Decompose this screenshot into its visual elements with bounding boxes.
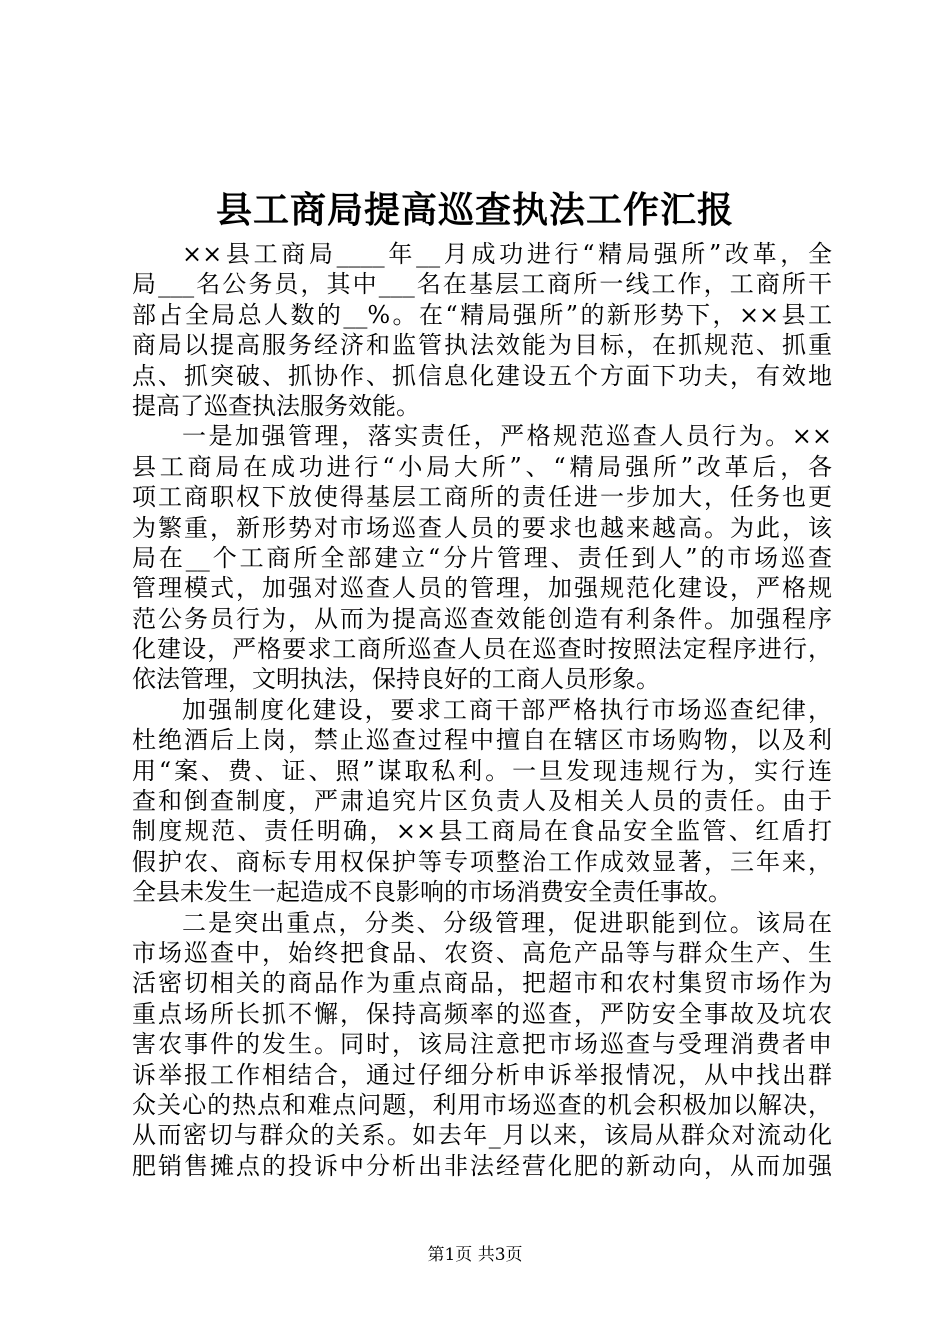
paragraph-2-line-3: 项工商职权下放使得基层工商所的责任进一步加大，任务也更: [132, 483, 832, 512]
paragraph-3-line-4: 查和倒查制度，严肃追究片区负责人及相关人员的责任。由于: [132, 787, 832, 816]
paragraph-4-line-9: 肥销售摊点的投诉中分析出非法经营化肥的新动向，从而加强: [132, 1151, 832, 1180]
paragraph-4-line-1: 二是突出重点，分类、分级管理，促进职能到位。该局在: [182, 908, 832, 937]
paragraph-4-line-8: 从而密切与群众的关系。如去年_月以来，该局从群众对流动化: [132, 1121, 832, 1150]
paragraph-3-line-7: 全县未发生一起造成不良影响的市场消费安全责任事故。: [132, 878, 732, 907]
paragraph-2-line-7: 范公务员行为，从而为提高巡查效能创造有利条件。加强程序: [132, 604, 832, 633]
paragraph-2-line-5: 局在__个工商所全部建立“分片管理、责任到人”的市场巡查: [132, 543, 832, 572]
paragraph-2-line-1: 一是加强管理，落实责任，严格规范巡查人员行为。××: [182, 422, 832, 451]
paragraph-2-line-6: 管理模式，加强对巡查人员的管理，加强规范化建设，严格规: [132, 574, 832, 603]
paragraph-4-line-5: 害农事件的发生。同时，该局注意把市场巡查与受理消费者申: [132, 1030, 832, 1059]
paragraph-3-line-6: 假护农、商标专用权保护等专项整治工作成效显著，三年来，: [132, 847, 832, 876]
paragraph-3-line-3: 用“案、费、证、照”谋取私利。一旦发现违规行为，实行连: [132, 756, 832, 785]
paragraph-3-line-2: 杜绝酒后上岗，禁止巡查过程中擅自在辖区市场购物，以及利: [132, 726, 832, 755]
paragraph-4-line-6: 诉举报工作相结合，通过仔细分析申诉举报情况，从中找出群: [132, 1060, 832, 1089]
paragraph-1-line-2: 局___名公务员，其中___名在基层工商所一线工作，工商所干: [132, 270, 832, 299]
paragraph-3-line-5: 制度规范、责任明确，××县工商局在食品安全监管、红盾打: [132, 817, 832, 846]
paragraph-1-line-5: 点、抓突破、抓协作、抓信息化建设五个方面下功夫，有效地: [132, 361, 832, 390]
paragraph-1-line-6: 提高了巡查执法服务效能。: [132, 391, 420, 420]
paragraph-4-line-7: 众关心的热点和难点问题，利用市场巡查的机会积极加以解决，: [132, 1090, 832, 1119]
paragraph-1-line-1: ××县工商局____年__月成功进行“精局强所”改革，全: [182, 240, 832, 268]
paragraph-4-line-2: 市场巡查中，始终把食品、农资、高危产品等与群众生产、生: [132, 938, 832, 967]
paragraph-3-line-1: 加强制度化建设，要求工商干部严格执行市场巡查纪律，: [182, 695, 832, 724]
paragraph-4-line-4: 重点场所长抓不懈，保持高频率的巡查，严防安全事故及坑农: [132, 999, 832, 1028]
paragraph-4-line-3: 活密切相关的商品作为重点商品，把超市和农村集贸市场作为: [132, 969, 832, 998]
document-title: 县工商局提高巡查执法工作汇报: [215, 189, 734, 231]
paragraph-2-line-9: 依法管理，文明执法，保持良好的工商人员形象。: [132, 665, 660, 694]
paragraph-1-line-4: 商局以提高服务经济和监管执法效能为目标，在抓规范、抓重: [132, 331, 832, 360]
paragraph-1-line-3: 部占全局总人数的__%。在“精局强所”的新形势下，××县工: [132, 300, 832, 329]
document-body: [132, 239, 832, 1181]
paragraph-2-line-4: 为繁重，新形势对市场巡查人员的要求也越来越高。为此，该: [132, 513, 832, 542]
paragraph-2-line-8: 化建设，严格要求工商所巡查人员在巡查时按照法定程序进行，: [132, 635, 832, 664]
paragraph-2-line-2: 县工商局在成功进行“小局大所”、“精局强所”改革后，各: [132, 452, 832, 481]
page-footer: 第1页 共3页: [427, 1245, 523, 1265]
